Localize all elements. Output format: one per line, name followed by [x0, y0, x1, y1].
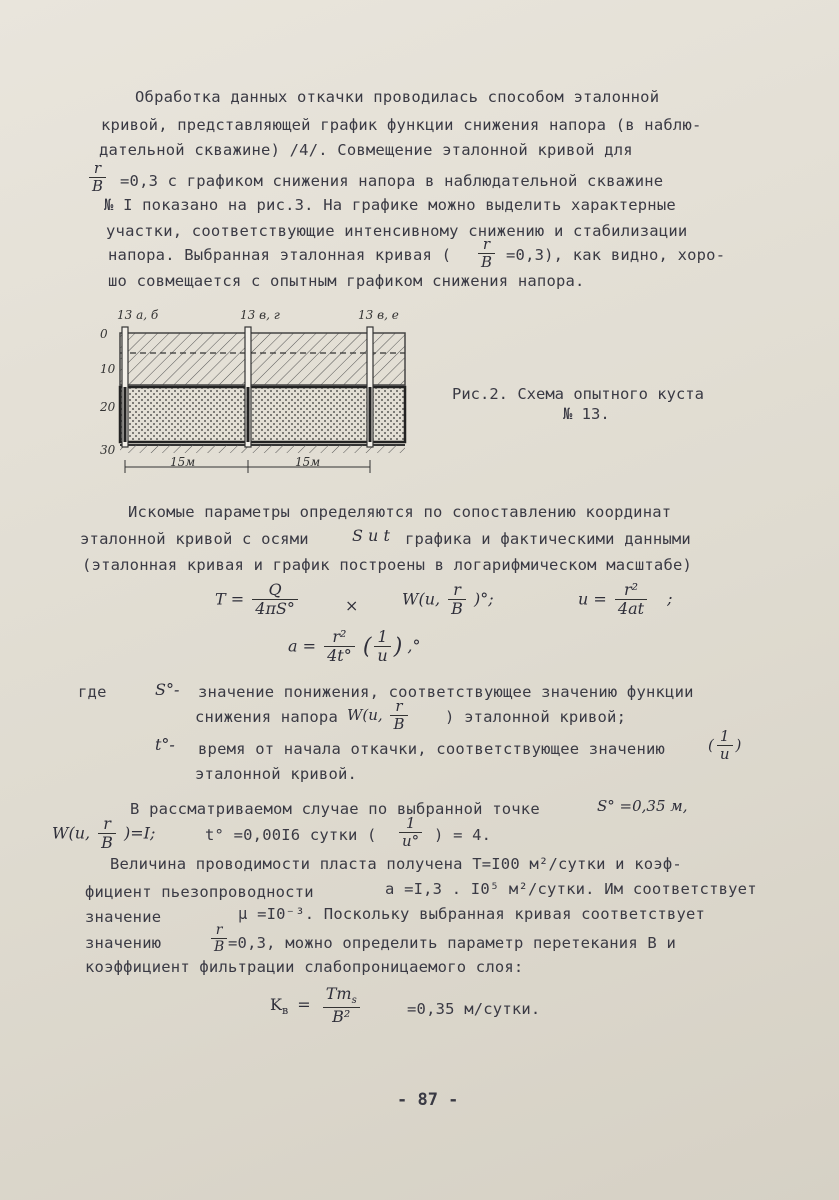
para1-line2: кривой, представляющей график функции снижения напора (в наблю- — [101, 116, 702, 134]
para3-line2-t0: t° =0,00I6 сутки ( — [205, 826, 377, 844]
para1-line7b: =0,3), как видно, хоро- — [506, 246, 726, 264]
depth-label-30: 30 — [100, 443, 116, 457]
para3-line5b: μ =I0⁻³. Поскольку выбранная кривая соответствует — [238, 905, 706, 923]
t0-desc-line1: время от начала откачки, соответствующее значению — [198, 740, 666, 758]
para3-line4b: a =I,3 . I0⁵ м²/сутки. Им соответствует — [385, 880, 757, 898]
figure-caption-line1: Рис.2. Схема опытного куста — [452, 385, 704, 403]
para2-line3: (эталонная кривая и график построены в логарифмическом масштабе) — [82, 556, 693, 574]
s0-desc-line1: значение понижения, соответствующее значению функции — [198, 683, 694, 701]
depth-label-0: 0 — [100, 327, 108, 341]
clay-layer — [120, 333, 405, 385]
para1-line5: № I показано на рис.3. На графике можно выделить характерные — [104, 196, 676, 214]
formula-kb: $K_в$ = $\frac{Tm_s}{\text{B²}}$ — [270, 985, 363, 1026]
well-13ab — [122, 327, 128, 447]
well-label-13vg: 13 в, г — [240, 308, 280, 322]
t0-symbol: t°- — [155, 735, 175, 754]
s0-desc-line2a: снижения напора — [195, 708, 338, 726]
formula-u: u = $\frac{\text{r²}}{4at}$ ; — [578, 580, 673, 619]
para3-line5a: значение — [85, 908, 162, 926]
para3-line6a: значению — [85, 934, 162, 952]
para2-line2b: графика и фактическими данными — [405, 530, 691, 548]
distance-label-2: 15м — [295, 455, 321, 469]
para3-s0-value: S° =0,35 м, — [597, 797, 688, 815]
para3-line1: В рассматриваемом случае по выбранной точке — [130, 800, 540, 818]
para1-line3: дательной скважине) /4/. Совмещение эталонной кривой для — [99, 141, 633, 159]
function-W-inline: W(u, $\frac{r}{B}$ — [347, 698, 411, 734]
para1-line1: Обработка данных откачки проводилась способом эталонной — [135, 88, 660, 106]
fraction-r-over-b-inline: $\frac{r}{B}$ — [475, 236, 498, 272]
formula-W: W(u, $\frac{r}{B}$ )°; — [402, 580, 494, 619]
well-label-13ve: 13 в, е — [358, 308, 399, 322]
formula-a: a = $\frac{\text{r²}}{4t^\circ}$ ( $\frac{1}{u}$ ) ,° — [288, 627, 421, 666]
para3-line7: коэффициент фильтрации слабопроницаемого слоя: — [85, 958, 524, 976]
well-label-13ab: 13 а, б — [117, 308, 159, 322]
figure-caption-line2: № 13. — [563, 405, 610, 423]
para1-line4: =0,3 с графиком снижения напора в наблюдательной скважине — [120, 172, 664, 190]
distance-label-1: 15м — [170, 455, 196, 469]
well-13ve — [367, 327, 373, 447]
para1-line6: участки, соответствующие интенсивному снижению и стабилизации — [106, 222, 688, 240]
para3-line3: Величина проводимости пласта получена T=I00 м²/сутки и коэф- — [110, 855, 682, 873]
where-label: где — [78, 683, 107, 701]
para3-fraction: $\frac{1}{u^\circ}$ — [396, 815, 425, 851]
s0-symbol: S°- — [155, 680, 180, 699]
t0-fraction: ( $\frac{1}{u}$ ) — [708, 727, 742, 764]
well-13vg — [245, 327, 251, 447]
para3-rB-fraction: $\frac{r}{B}$ — [208, 922, 230, 955]
para1-line8: шо совмещается с опытным графиком снижения напора. — [108, 272, 585, 290]
depth-label-10: 10 — [100, 362, 116, 376]
para2-line1: Искомые параметры определяются по сопоставлению координат — [128, 503, 672, 521]
para3-line2-end: ) = 4. — [434, 826, 492, 844]
depth-label-20: 20 — [100, 400, 116, 414]
formula-T: T = $\frac{Q}{4\pi S^\circ}$ — [215, 581, 301, 619]
base-hatch — [120, 445, 405, 453]
para3-line4a: фициент пьезопроводности — [85, 883, 314, 901]
sand-aquifer-layer — [120, 387, 405, 442]
page-number: - 87 - — [397, 1090, 459, 1110]
para3-W: W(u, $\frac{r}{B}$ )=I; — [52, 814, 156, 853]
axes-symbol: S и t — [352, 526, 390, 545]
para3-line6b: =0,3, можно определить параметр перетекания B и — [228, 934, 676, 952]
fraction-r-over-b: $\frac{r}{B}$ — [86, 160, 109, 196]
para2-line2a: эталонной кривой с осями — [80, 530, 309, 548]
times-sign: × — [345, 596, 359, 615]
t0-desc-line2: эталонной кривой. — [195, 765, 358, 783]
kb-result: =0,35 м/сутки. — [407, 1000, 541, 1018]
s0-desc-line2b: ) эталонной кривой; — [445, 708, 627, 726]
well-scheme-figure — [95, 305, 425, 485]
para1-line7a: напора. Выбранная эталонная кривая ( — [108, 246, 452, 264]
